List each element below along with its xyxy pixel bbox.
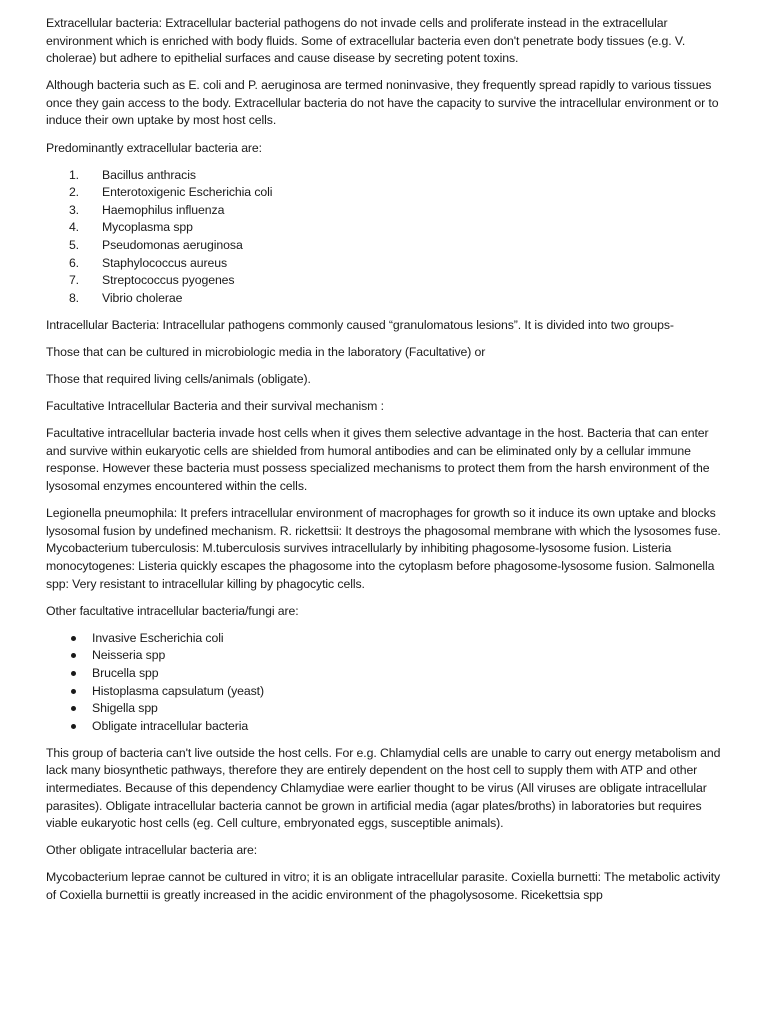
bullet-icon [46, 630, 92, 648]
list-number: 4. [68, 220, 79, 235]
list-number: 8. [68, 290, 79, 305]
list-item-text: Bacillus anthracis [102, 167, 196, 182]
facultative-bacteria-list [46, 630, 726, 736]
list-item [46, 700, 726, 718]
list-item-text: Mycoplasma spp [102, 220, 193, 235]
list-number: 7. [68, 273, 79, 288]
paragraph-facultative-group: Those that can be cultured in microbiologic media in the laboratory (Facultative) or [46, 345, 486, 359]
bullet-icon [46, 718, 92, 736]
list-item [46, 219, 726, 237]
list-item-text: Enterotoxigenic Escherichia coli [102, 185, 273, 200]
list-item-text: Streptococcus pyogenes [102, 273, 235, 288]
bullet-icon [46, 683, 92, 701]
bullet-icon [46, 700, 92, 718]
list-item-text: Shigella spp [92, 701, 158, 716]
list-item [46, 167, 726, 185]
paragraph-extracellular-list-heading: Predominantly extracellular bacteria are: [46, 140, 262, 155]
list-item [46, 184, 726, 202]
list-item-text: Haemophilus influenza [102, 202, 225, 217]
extracellular-bacteria-list [46, 167, 726, 308]
list-item-text: Brucella spp [92, 665, 159, 680]
document-page [46, 15, 726, 914]
paragraph-intracellular-intro: Intracellular Bacteria: Intracellular pathogens commonly caused “granulomatous lesions”. It is divided into two groups- [46, 317, 674, 332]
paragraph-facultative-heading: Facultative Intracellular Bacteria and their survival mechanism : [46, 399, 384, 414]
list-number: 3. [68, 202, 79, 217]
list-item [46, 665, 726, 683]
list-item [46, 255, 726, 273]
list-item [46, 630, 726, 648]
bullet-icon [46, 647, 92, 665]
list-number: 5. [68, 238, 79, 253]
paragraph-facultative-list-heading: Other facultative intracellular bacteria/fungi are: [46, 603, 299, 618]
list-item [46, 718, 726, 736]
list-item-text: Obligate intracellular bacteria [92, 718, 249, 733]
paragraph-obligate-group: Those that required living cells/animals (obligate). [46, 372, 311, 387]
list-item-text: Vibrio cholerae [102, 290, 183, 305]
list-item [46, 683, 726, 701]
list-item [46, 202, 726, 220]
list-item-text: Histoplasma capsulatum (yeast) [92, 683, 264, 698]
list-item-text: Staphylococcus aureus [102, 255, 228, 270]
paragraph-extracellular-intro: Extracellular bacteria: Extracellular bacterial pathogens do not invade cells and proliferate instead in the extracellular environment which is enriched with body fluids. Some of extracellular bacteria even don't penetrate body tissues (e.g. V. cholerae) but adhere to epithelial surfaces and cause disease by secreting potent toxins. [46, 16, 686, 66]
paragraph-obligate-list-heading: Other obligate intracellular bacteria are: [46, 843, 258, 858]
list-item [46, 290, 726, 308]
list-item [46, 272, 726, 290]
paragraph-obligate-examples: Mycobacterium leprae cannot be cultured in vitro; it is an obligate intracellular parasite. Coxiella burnetti: The metabolic activity of Coxiella burnettii is greatly increased in the acidic environment of the phagolysosome. Ricekettsia spp [46, 870, 721, 902]
list-number: 6. [68, 255, 79, 270]
paragraph-facultative-description: Facultative intracellular bacteria invade host cells when it gives them selective advantage in the host. Bacteria that can enter and survive within eukaryotic cells are shielded from humoral antibodies and can be eliminated only by a cellular immune response. However these bacteria must possess specialized mechanisms to protect them from the harsh environment of the lysosomal enzymes encountered within the cells. [46, 426, 710, 494]
paragraph-noninvasive: Although bacteria such as E. coli and P. aeruginosa are termed noninvasive, they frequently spread rapidly to various tissues once they gain access to the body. Extracellular bacteria do not have the capacity to survive the intracellular environment or to induce their own uptake by most host cells. [46, 78, 719, 128]
bullet-icon [46, 665, 92, 683]
list-item-text: Invasive Escherichia coli [92, 630, 224, 645]
list-item-text: Pseudomonas aeruginosa [102, 238, 243, 253]
list-number: 2. [68, 185, 79, 200]
paragraph-survival-mechanisms: Legionella pneumophila: It prefers intracellular environment of macrophages for growth so it induce its own uptake and blocks lysosomal fusion by undefined mechanism. R. rickettsii: It destroys the phagosomal membrane with which the lysosomes fuse. Mycobacterium tuberculosis: M.tuberculosis survives intracellularly by inhibiting phagosome-lysosome fusion. Listeria monocytogenes: Listeria quickly escapes the phagosome into the cytoplasm before phagosome-lysosome fusion. Salmonella spp: Very resistant to intracellular killing by phagocytic cells. [46, 506, 721, 591]
list-item-text: Neisseria spp [92, 648, 166, 663]
paragraph-obligate-description: This group of bacteria can't live outside the host cells. For e.g. Chlamydial cells are unable to carry out energy metabolism and lack many biosynthetic pathways, therefore they are entirely dependent on the host cell to supply them with ATP and other intermediates. Because of this dependency Chlamydiae were earlier thought to be virus (All viruses are obligate intracellular parasites). Obligate intracellular bacteria cannot be grown in artificial media (agar plates/broths) in laboratories but requires viable eukaryotic host cells (eg. Cell culture, embryonated eggs, susceptible animals). [46, 745, 721, 831]
list-number: 1. [68, 167, 79, 182]
list-item [46, 237, 726, 255]
list-item [46, 647, 726, 665]
